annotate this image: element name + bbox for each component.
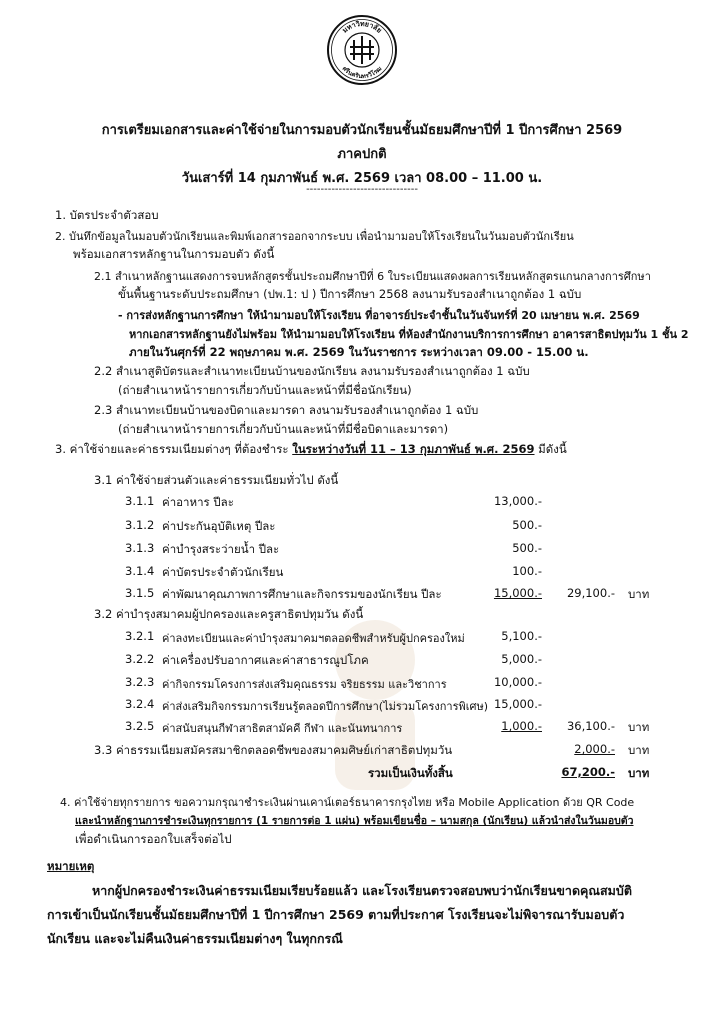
note-line3: ภายในวันศุกร์ที่ 22 พฤษภาคม พ.ศ. 2569 ในวันราชการ ระหว่างเวลา 09.00 - 15.00 น. [129,345,589,359]
fee-num: 3.2.1 [125,629,155,643]
item-2-3-line2: (ถ่ายสำเนาหน้ารายการเกี่ยวกับบ้านและหน้าที่มีชื่อบิดาและมารดา) [118,422,449,436]
remark-title: หมายเหตุ [47,859,95,873]
fee-num: 3.2.2 [125,652,155,666]
item-2-line2: พร้อมเอกสารหลักฐานในการมอบตัว ดังนี้ [73,247,275,261]
fee-num: 3.2.4 [125,697,155,711]
section-3-2-heading: 3.2 ค่าบำรุงสมาคมผู้ปกครองและครูสาธิตปทุมวัน ดังนี้ [94,607,364,621]
fee-amount: 500.- [512,541,542,555]
fee-label: ค่ากิจกรรมโครงการส่งเสริมคุณธรรม จริยธรรม และวิชาการ [162,678,447,691]
seal-text-top: มหาวิทยาลัย [340,19,384,35]
remark-line2: การเข้าเป็นนักเรียนชั้นมัธยมศึกษาปีที่ 1 ปีการศึกษา 2569 ตามที่ประกาศ โรงเรียนจะไม่พิจารณารับมอบตัว [47,907,625,922]
fee-label: ค่าเครื่องปรับอากาศและค่าสาธารณูปโภค [162,653,369,667]
fee-num: 3.1.3 [125,541,155,555]
document-title: การเตรียมเอกสารและค่าใช้จ่ายในการมอบตัวนักเรียนชั้นมัธยมศึกษาปีที่ 1 ปีการศึกษา 2569 [101,123,623,138]
note-line1: - การส่งหลักฐานการศึกษา ให้นำมามอบให้โรงเรียน ที่อาจารย์ประจำชั้นในวันจันทร์ที่ 20 เมษายน พ.ศ. 2569 [118,309,640,322]
seal-text-bottom: ศรีนครินทรวิโรฒ [340,65,384,81]
section-3-3-heading: 3.3 ค่าธรรมเนียมสมัครสมาชิกตลอดชีพของสมาคมศิษย์เก่าสาธิตปทุมวัน [94,743,453,757]
fee-num: 3.1.1 [125,494,155,508]
header-divider: ------------------------------- [306,184,418,195]
fee-label: ค่าสนับสนุนกีฬาสาธิตสามัคคี กีฬา และนันทนาการ [162,722,403,735]
amount-3-3: 2,000.- [574,742,615,756]
fee-amount: 15,000.- [493,697,542,711]
fee-amount: 10,000.- [493,675,542,689]
fee-label: ค่าอาหาร ปีละ [162,495,234,509]
note-line2: หากเอกสารหลักฐานยังไม่พร้อม ให้นำมามอบให้โรงเรียน ที่ห้องสำนักงานบริการการศึกษา อาคารสาธิตปทุมวัน 1 ชั้น 2 [129,328,689,341]
item-3-line [55,441,567,459]
fee-row [125,494,154,508]
fee-amount: 5,100.- [501,629,542,643]
fee-amount: 15,000.- [493,586,542,600]
unit-label: บาท [628,587,650,601]
fee-num: 3.2.5 [125,719,155,733]
total-label: รวมเป็นเงินทั้งสิ้น [368,766,453,780]
fee-num: 3.1.4 [125,564,155,578]
document-date: วันเสาร์ที่ 14 กุมภาพันธ์ พ.ศ. 2569 เวลา 08.00 – 11.00 น. [181,171,543,186]
section-3-1-heading: 3.1 ค่าใช้จ่ายส่วนตัวและค่าธรรมเนียมทั่วไป ดังนี้ [94,473,339,487]
subtotal-3-1: 29,100.- [566,586,615,600]
item-2-2-line1: 2.2 สำเนาสูติบัตรและสำเนาทะเบียนบ้านของนักเรียน ลงนามรับรองสำเนาถูกต้อง 1 ฉบับ [94,364,530,378]
item-2-1-line1: 2.1 สำเนาหลักฐานแสดงการจบหลักสูตรชั้นประถมศึกษาปีที่ 6 ใบระเบียนแสดงผลการเรียนหลักสูตรแกนกลางการศึกษา [94,270,651,283]
document-subtitle: ภาคปกติ [337,147,387,162]
item-2-1-line2: ขั้นพื้นฐานระดับประถมศึกษา (ปพ.1: ป ) ปีการศึกษา 2568 ลงนามรับรองสำเนาถูกต้อง 1 ฉบับ [118,287,582,301]
item-3-end: มีดังนี้ [538,442,567,456]
remark-line1: หากผู้ปกครองชำระเงินค่าธรรมเนียมเรียบร้อยแล้ว และโรงเรียนตรวจสอบพบว่านักเรียนขาดคุณสมบัติ [92,883,632,898]
fee-label: ค่าบัตรประจำตัวนักเรียน [162,565,284,579]
item-2-line1: 2. บันทึกข้อมูลในมอบตัวนักเรียนและพิมพ์เอกสารออกจากระบบ เพื่อนำมามอบให้โรงเรียนในวันมอบตัวนักเรียน [55,230,574,243]
fee-num: 3.1.5 [125,586,155,600]
item-4-line1: 4. ค่าใช้จ่ายทุกรายการ ขอความกรุณาชำระเงินผ่านเคาน์เตอร์ธนาคารกรุงไทย หรือ Mobile Application ด้วย QR Code [60,796,635,809]
item-1: 1. บัตรประจำตัวสอบ [55,208,159,222]
fee-num: 3.1.2 [125,518,155,532]
subtotal-3-2: 36,100.- [566,719,615,733]
university-seal-logo [326,14,398,86]
unit-label: บาท [628,766,650,780]
unit-label: บาท [628,743,650,757]
fee-amount: 500.- [512,518,542,532]
fee-amount: 1,000.- [501,719,542,733]
fee-amount: 5,000.- [501,652,542,666]
remark-line3: นักเรียน และจะไม่คืนเงินค่าธรรมเนียมต่างๆ ในทุกกรณี [47,931,343,946]
fee-label: ค่าส่งเสริมกิจกรรมการเรียนรู้ตลอดปีการศึกษา(ไม่รวมโครงการพิเศษ) [162,700,489,713]
item-4-line3: เพื่อดำเนินการออกใบเสร็จต่อไป [75,832,232,846]
fee-label: ค่าประกันอุบัติเหตุ ปีละ [162,519,276,533]
fee-label: ค่าบำรุงสระว่ายน้ำ ปีละ [162,542,280,556]
total-amount: 67,200.- [561,765,615,779]
unit-label: บาท [628,720,650,734]
item-4-line2: และนำหลักฐานการชำระเงินทุกรายการ (1 รายการต่อ 1 แผ่น) พร้อมเขียนชื่อ – นามสกุล (นักเรียน) แล้วนำส่งในวันมอบตัว [75,815,634,827]
fee-label: ค่าลงทะเบียนและค่าบำรุงสมาคมฯตลอดชีพสำหรับผู้ปกครองใหม่ [162,632,465,645]
item-2-2-line2: (ถ่ายสำเนาหน้ารายการเกี่ยวกับบ้านและหน้าที่มีชื่อนักเรียน) [118,383,412,397]
fee-amount: 100.- [512,564,542,578]
item-3-text: 3. ค่าใช้จ่ายและค่าธรรมเนียมต่างๆ ที่ต้องชำระ [55,442,289,456]
fee-label: ค่าพัฒนาคุณภาพการศึกษาและกิจกรรมของนักเรียน ปีละ [162,587,442,601]
fee-num: 3.2.3 [125,675,155,689]
item-3-date-range: ในระหว่างวันที่ 11 – 13 กุมภาพันธ์ พ.ศ. 2569 [292,442,535,456]
item-2-3-line1: 2.3 สำเนาทะเบียนบ้านของบิดาและมารดา ลงนามรับรองสำเนาถูกต้อง 1 ฉบับ [94,403,479,417]
fee-amount: 13,000.- [493,494,542,508]
